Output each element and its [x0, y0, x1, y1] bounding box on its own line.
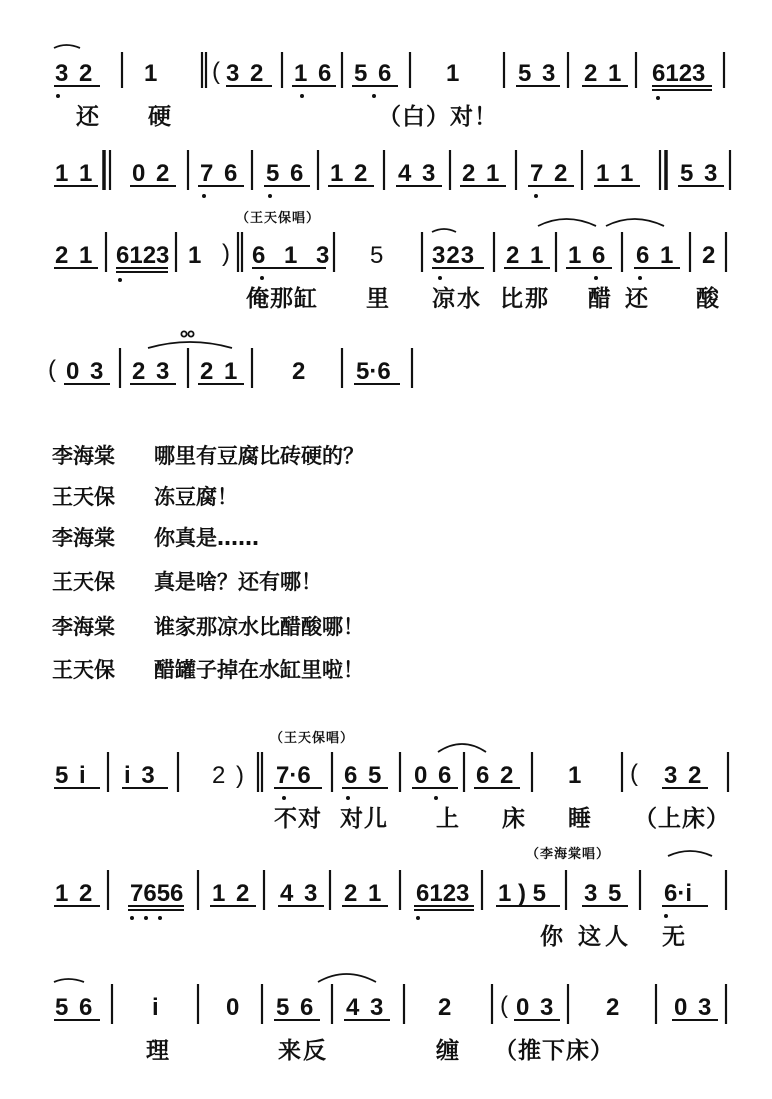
lyric: 上	[436, 806, 463, 832]
note-group: 1 1	[596, 160, 636, 187]
note-group: 1	[446, 60, 462, 87]
note-group: 4 3	[398, 160, 438, 187]
lyric: 俺那缸	[246, 286, 318, 312]
speaker-name: 李海棠	[52, 444, 115, 468]
note-group: 2	[438, 994, 454, 1021]
note-group: 0 3	[516, 994, 556, 1021]
note-group: 1 6	[294, 60, 334, 87]
lyric: 来反	[278, 1038, 328, 1064]
note-group: 2 1	[462, 160, 502, 187]
note-group: 4 3	[280, 880, 320, 907]
dialogue-text: 冻豆腐！	[154, 485, 238, 509]
note-group: 2 1	[200, 358, 240, 385]
note-group: 7 6	[200, 160, 240, 187]
dialogue-text: 醋罐子掉在水缸里啦！	[154, 658, 364, 682]
lyric: 这人	[578, 924, 632, 950]
note-group: 5	[370, 242, 386, 269]
note-group: 6 1	[636, 242, 676, 269]
note-group: 1	[188, 242, 204, 269]
dialogue-text: 你真是……	[154, 526, 259, 550]
lyric: 酸	[696, 286, 723, 312]
speaker-name: 王天保	[52, 658, 115, 682]
open-paren: (	[630, 760, 640, 787]
lyric: 缠	[436, 1038, 463, 1064]
note-group: 1 ) 5	[498, 880, 547, 907]
note-group: 6 5	[344, 762, 384, 789]
note-group: 7·6	[276, 762, 311, 789]
lyric: 里	[366, 286, 393, 312]
note-group: 2 1	[344, 880, 384, 907]
octave-dots	[56, 94, 668, 920]
speaker-name: 王天保	[52, 485, 115, 509]
note-group: 6123	[116, 242, 170, 269]
note-group: 6123	[416, 880, 470, 907]
note-group: 0 2	[132, 160, 172, 187]
lyric: 床	[502, 806, 529, 832]
note-group: 7 2	[530, 160, 570, 187]
note-group: 0 6	[414, 762, 454, 789]
lyric: 不对	[274, 806, 322, 832]
note-group: 2 1	[584, 60, 624, 87]
note-group: 3 2	[226, 60, 266, 87]
lyric: 你	[540, 924, 567, 950]
note-group: 2	[702, 242, 718, 269]
open-paren: (	[212, 58, 222, 85]
close-paren: )	[222, 240, 232, 267]
note-group: 2 1	[55, 242, 95, 269]
note-group: 7656	[130, 880, 184, 907]
note-group: 1 2	[330, 160, 370, 187]
note-group: i 3	[124, 762, 157, 789]
note-group: 5·6	[356, 358, 391, 385]
note-group: 1 6	[568, 242, 608, 269]
speaker-name: 李海棠	[52, 526, 115, 550]
lyric: 对儿	[340, 806, 388, 832]
lyric: 凉水	[432, 286, 482, 312]
note-group: 1 2	[55, 880, 95, 907]
note-group: i	[152, 994, 161, 1021]
note-group: 3 5	[584, 880, 624, 907]
note-group: 1 1	[55, 160, 95, 187]
speaker-name: 王天保	[52, 570, 115, 594]
lyric: 理	[146, 1038, 173, 1064]
stage-direction: （上床）	[634, 806, 730, 832]
note-group: 6 2	[476, 762, 516, 789]
singer-cue: （王天保唱）	[270, 731, 355, 746]
lyric: 比那	[500, 286, 550, 312]
note-group: 5 6	[276, 994, 316, 1021]
dialogue-text: 哪里有豆腐比砖硬的？	[154, 444, 364, 468]
open-paren: (	[48, 356, 58, 383]
note-group: 6·i	[664, 880, 693, 907]
speaker-name: 李海棠	[52, 615, 115, 639]
lyric: 还	[76, 104, 103, 130]
note-group: 2 )	[212, 762, 247, 789]
note-group: 0	[226, 994, 242, 1021]
note-group: 2 3	[132, 358, 172, 385]
note-group: 0 3	[674, 994, 714, 1021]
note-group: 323	[432, 242, 476, 269]
note-group: 5 3	[680, 160, 720, 187]
singer-cue: （李海棠唱）	[526, 847, 611, 862]
note-group: 1 2	[212, 880, 252, 907]
lyric: 睡	[568, 806, 595, 832]
note-group: 3 2	[55, 60, 95, 87]
singer-cue: （王天保唱）	[236, 211, 321, 226]
note-group: 5 6	[354, 60, 394, 87]
open-paren: (	[500, 992, 510, 1019]
bar-lines	[104, 52, 730, 1024]
note-group: 5 i	[55, 762, 88, 789]
note-group: 5 6	[55, 994, 95, 1021]
note-group: 5 6	[266, 160, 306, 187]
lyric: 醋还	[588, 286, 662, 312]
note-group: 2	[292, 358, 308, 385]
note-group: 5 3	[518, 60, 558, 87]
note-group: 3 2	[664, 762, 704, 789]
note-group: 1	[144, 60, 160, 87]
lyric: 无	[662, 924, 689, 950]
dialogue-text: 谁家那凉水比醋酸哪！	[154, 615, 364, 639]
note-group: 6123	[652, 60, 706, 87]
note-group: 4 3	[346, 994, 386, 1021]
note-group: 1	[568, 762, 584, 789]
note-group: 0 3	[66, 358, 106, 385]
note-group: 6 1 3	[252, 242, 336, 269]
stage-direction: （推下床）	[494, 1038, 614, 1064]
note-group: 2	[606, 994, 622, 1021]
duration-underlines	[54, 86, 724, 1020]
note-group: 2 1	[506, 242, 546, 269]
spoken-line: （白）对！	[378, 104, 498, 130]
dialogue-text: 真是啥？还有哪！	[154, 570, 322, 594]
lyric: 硬	[148, 104, 175, 130]
